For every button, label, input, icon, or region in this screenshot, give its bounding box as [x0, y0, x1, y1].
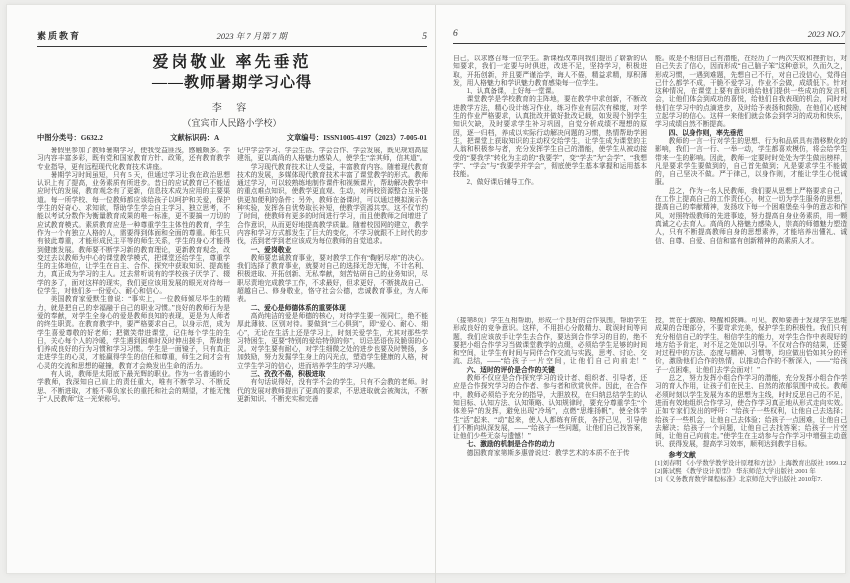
- section-heading: 四、以身作则，率先垂范: [668, 129, 744, 137]
- section-heading: 六、适时的评价是合作的关键: [466, 366, 555, 374]
- article-affiliation: （宜宾市人民路小学校）: [182, 118, 282, 128]
- numbered-item: 2、做好课后辅导工作。: [466, 179, 538, 187]
- reference-entry: [3]《义务教育数学课程标准》北京师范大学出版社 2010年7.: [655, 476, 823, 484]
- paragraph-continuation: 自己，以求感召每一位学生。新课程改革向我们提出了崭新的认知要求，我们一定要与时俱进，改进不足，坚持学习，积极进取，开拓创新，并且要严谨治学，诲人不倦，精益求精，厚积薄发，用人格魅力和学识魅力教育感染每一位学生。: [453, 55, 647, 87]
- paragraph: 教师不仅应是合作探究学习的设计者、组织者、引导者，还应是合作探究学习的合作者、参与者和欣赏伙伴。因此，在合作中，教师必须给予充分的指导，大胆放权，在归纳总结学生的认知目标、认知方法、认知策略、认知规律时，要充分尊重学生“个体差异”的发挥，避免出现“冷场”，点燃“思维扬帆”，使全体学生“活”起来、“动”起来，使人人都练有所获，各抒己见，引导他们不断向纵深发展，——“给孩子一些问题，让他们自己找答案，让他们少些无奈与遗憾！”: [453, 375, 647, 441]
- section-heading: 七、激励的机制是合作的动力: [466, 441, 555, 449]
- article-subtitle: ——教师暑期学习心得: [151, 75, 312, 91]
- paragraph: 总之，努力发挥小组合作学习的潜能，充分发挥小组合作学习的育人作用，让孩子们在民主、自然的浓郁氛围中成长。教师必须时刻以学生发展为本的思想为主线，时时反思自己的不足，进而有效地组织合作学习，使合作学习真正地从形式走向实效。正如专家们发出的呼吁：“给孩子一些权利，让他自己去选择；给孩子一些机会，让他自己去体验；给孩子一点困难，让他自己去解决；给孩子一个问题，让他自己去找答案；给孩子一片空间，让他自己向前走。”使学生在主动参与合作学习中增强主动意识、获得发展，提高学习效率，顺利达到教学目标。: [655, 375, 847, 449]
- article-title-block: [37, 53, 427, 143]
- clc-number: 中图分类号：G632.2: [37, 133, 103, 142]
- paragraph: 教师的一言一行对学生的思想、行为和品质具有潜移默化的影响，我们一言一行、一举一动，学生都喜欢模仿，将会给学生带来一生的影响。因此，教师一定要时时处处为学生做出榜样，凡是要求学生要做到的，自己首先做到；凡是要求学生不能做的，自己坚决不做。严于律己，以身作则，才能让学生心悦诚服。: [655, 137, 847, 187]
- issue-line: 2023 NO.7: [807, 29, 845, 39]
- page-5: [7, 5, 435, 583]
- paragraph: 美国教育家爱默生曾说：“事实上，一位教师倾尽毕生的精力，就是把自己的幸福融于自己的职业习惯。”良好的教师行为是爱的奉献，对学生全身心的爱是教师良知的表现，更是为人师者的终生职责。在教育教学中，要严格要求自己，以身示范，成为学生喜爱尊敬的好老师；把微笑带进课堂，记住每个学生的生日，关心每个人的冷暖，学生遇到困难时及时伸出援手，帮助他们养成良好的行为习惯和学习习惯。学生是一面镜子，只有真正走进学生的心灵，才能赢得学生的信任和尊重，师生之间才会有心灵的交流和思想的碰撞，教育才会焕发出生命的活力。: [37, 296, 230, 370]
- document-code: 文献标识码：A: [170, 133, 220, 142]
- paragraph: 高尚纯洁的爱是师德的核心，对待学生要一视同仁，绝不能厚此薄彼、区别对待。要做到“三心俱到”，即“爱心、耐心、细心”，无论在生活上还是学习上，时刻关爱学生，尤其对那些学习特困生，更要“特别的爱给特别的你”，切忌恶语伤及脆弱的心灵。对学生要有耐心，对学生细微之处的进步也要及时赞扬，多加鼓励，努力发掘学生身上的闪光点，塑造学生健康的人格，树立学生学习的信心，进而培养学生的学习兴趣。: [237, 312, 428, 370]
- section-heading: 二、爱心是师德体系的重要体现: [250, 304, 346, 312]
- journal-spread: [6, 4, 846, 574]
- issue-line: 2023 年 7 月第 7 期: [216, 31, 287, 41]
- paragraph: 有句话说得好，没有学不会的学生，只有不会教的老师。时代的发展对教师提出了更高的要求，不思进取就会被淘汰，不断更新知识、不断充实和完善: [237, 379, 428, 403]
- left-page-column-2: [237, 147, 428, 567]
- right-page-article2-column-2: [655, 317, 847, 499]
- paragraph-continuation: 授，贵在于激励、唤醒和鼓舞。可见，教师要善于发现学生思维成果的合理部分，不要苛求完美，保护学生的积极性。我们只有充分相信自己的学生，相信学生的能力，对学生合作中表现好的地方给予肯定，对不足之处加以引导。不仅对合作的结果，还要对过程中的方法、态度与精神、习惯等，均应做出恰如其分的评价，激励他们合作的热情，以推动合作的不断深入，——“给孩子一点困难，让他们去学会面对！”: [655, 317, 847, 374]
- article-meta-line: [37, 133, 427, 143]
- page-6: [435, 5, 850, 583]
- paragraph: 有人说，教师是太阳底下最光辉的职业。作为一名普通的小学教师，我深知自己肩上的责任重大，唯有不断学习、不断反思、不断进取，才能不辜负家长的重托和社会的期望，才能无愧于“人民教师”这一光荣称号。: [37, 371, 230, 403]
- article-author: 李 容: [211, 103, 253, 114]
- page-number: 6: [453, 29, 458, 39]
- article-title: 爱岗敬业 率先垂范: [152, 54, 312, 71]
- right-page-article1-column-1: [453, 55, 647, 300]
- paragraph: 教师要忠诚教育事业，要对教学工作有“鞠躬尽瘁”的决心。我们选择了教育事业，就要对自己的选择无怨无悔，不计名利、积极进取、开拓创新、无私奉献，刻苦钻研自己的业务知识，尽职尽责地完成教学工作，不求最好，但求更好，不断挑战自己、超越自己、修身敬业，恪守社会公德，忠诚教育事业，为人师表。: [237, 254, 428, 304]
- references-title: 参考文献: [668, 451, 696, 459]
- section-heading: 一、爱岗敬业: [250, 246, 292, 254]
- numbered-item: 1、认真备课，上好每一堂课。: [466, 88, 559, 96]
- page-number: 5: [422, 32, 427, 42]
- paragraph: 课堂教学是学校教育的主阵地，要在教学中求创新，不断改进教学方法，精心设计练习作业，练习作业有层次有梯度，对学生的作业严格要求，认真批改并做好批改记载，如发现个别学生知识欠缺，及时要求学生补习巩固，自觉分析成绩不理想的原因，逐一归档，养成以实际行动解决问题的习惯，热情帮助学困生，把课堂上获取知识的主动权交给学生，让学生成为课堂的主人翁和积极参与者，充分发挥学生自己的潜能，使学生从被动接受的“要我学”转化为主动的“我要学”，变“学去”为“会学”、“我想学”、“学会”与“我要学并学会”，彻底使学生基本掌握和运用基本技能。: [453, 96, 647, 179]
- reference-entry: [2]陈试熙 《教学设计原型》 华东师范大学出版社 2001 年: [655, 468, 816, 476]
- paragraph: 学习现代教育技术让人受益，丰富教育内容。随着现代教育技术的发展，多媒体现代教育技术丰富了课堂教学的形式。教师通过学习，可以较熟练地制作课件和视频课片，帮助解决教学中的重点难点知识，使教学更直观、生动，对两校资源整合互补提供更加便利的条件；另外，教师在备课时，可以通过模拟演示各种实验，发挥各自优势取长补短，使教学资源共享。这不仅节约了时间，使教师有更多的时间进行学习，而且使教师之间增进了合作意识，从而更好地提高教学质量。随着校园网的建立，教学内容和学习方式都发生了巨大的变化，不学习就跟不上时代的步伐，活到老学到老应该成为每位教师的自觉追求。: [237, 163, 428, 246]
- left-page-column-1: [37, 147, 230, 567]
- paragraph-continuation: （接第8页）学生互相帮助，形成一个良好的合作氛围，帮助学生形成良好的竞争意识。这样，不用担心分散精力、耽误时间等问题，我们应该放手让学生去合作，要达到合作学习的目的，绝不要把小组合作学习当做课堂教学的点缀，必须给学生足够的时间和空间，让学生有时间与同伴合作交流与实践，思考、讨论、交流、总结，——“给 孩 子 一 片 空 间 ，让 他 们 自 己 向 前 走！”: [453, 317, 647, 366]
- right-page-article1-column-2: [655, 55, 847, 301]
- paragraph-continuation: 能。或是不相信自己有潜能，在经历了一两次失败和挫折后，对自己失去了信心，因而形成“自己脑子笨”这种意识，久而久之，形成习惯，一遇到难题，先想自己不行，对自己没信心，觉得自己什么都学不成，干脆不爱学习，作业不会做，成绩低下。针对这种情况，在课堂上要有意识地给他们提供一些成功的发言机会，让他们体会到成功的喜悦，给他们自我表现的机会，同时对他们在学习中的点滴进步，及时给予表扬和鼓励，在他们心底树立起学习的信心。这样一来他们就会体会到学习的成功和快乐，学习成绩自然不断提高。: [655, 55, 847, 129]
- paragraph-continuation: 记中学会学习、学会生活、学会合作、学会发展，既见规划高屋建瓴，更以高尚的人格魅力感染人，使学生“亲其师，信其道”。: [237, 147, 428, 163]
- running-header-right: [453, 29, 845, 44]
- paragraph: 暑期学习时间虽短，只有 5 天，但通过学习让我在政治思想认识上有了提高，业务素质有所进步。昔日的应试教育已不能适应时代的发展，教育观念有了更新，信息技术成为应用的主要渠道。每一所学校、每一位教师都应该给孩子以呵护和关爱，保护学生的好奇心、求知欲，帮助学生学会自主学习、独立思考，不能以考试分数作为衡量教育成果的唯一标准，更不要搞一刀切的应试教育模式。素质教育应是一种尊重学生主体性的教育，学生作为一个有独立人格的人，需要得到体面和全面的尊重。师生只有彼此尊重，才能形成民主平等的师生关系，学生的身心才能得到健康发展。教师要不断学习新的教育理论，更新教育观念，改变过去以教师为中心的课堂教学模式，把课堂还给学生，尊重学生的主体地位，让学生在自主、合作、探究中获取知识、提高能力，真正成为学习的主人。过去常听说有的学校孩子厌学了、辍学的多了，面对这样的现实，我们更应该用发展的眼光对待每一位学生，对他们多一份爱心、耐心和信心。: [37, 171, 230, 296]
- right-page-article2-column-1: [453, 317, 647, 507]
- section-heading: 三、孜孜不倦，积极进取: [250, 371, 326, 379]
- article-number: 文章编号：ISSN1005-4197（2023）7-005-01: [286, 133, 427, 142]
- running-header-left: [37, 29, 427, 47]
- paragraph: 德国教育家第斯多惠曾说过：教学艺术的本质不在于传: [466, 449, 630, 457]
- paragraph: 总之，作为一名人民教师，我们要从思想上严格要求自己，在工作上提高自己的工作责任心，树立一切为学生服务的思想，提高自己的奉献精神，发扬攻下每一个困难堡垒斗争的意志和作风，对照特级教师的先进事迹，努力提高自身业务素质，用一颗真诚之心去育人。高尚的人格魅力感染人，崇高的师德魅力塑造人，只有不断提高教师自身的思想素养，才能培养出懂礼、诚信、自尊、自爱、自信和富有创新精神的高素质人才。: [655, 187, 847, 245]
- journal-name: 素质教育: [37, 31, 82, 41]
- paragraph: 暑假里参加了教师暑期学习，使我受益匪浅，感触颇多。学习内容丰富多彩，既有党和国家教育方针、政策，还有教育教学专业指导，更有远程现代化教育技术讲座。: [37, 147, 230, 171]
- reference-entry: [1]刘春明 《小学数学教学设计原理和方法》上海教育出版社 1999.12: [655, 460, 847, 468]
